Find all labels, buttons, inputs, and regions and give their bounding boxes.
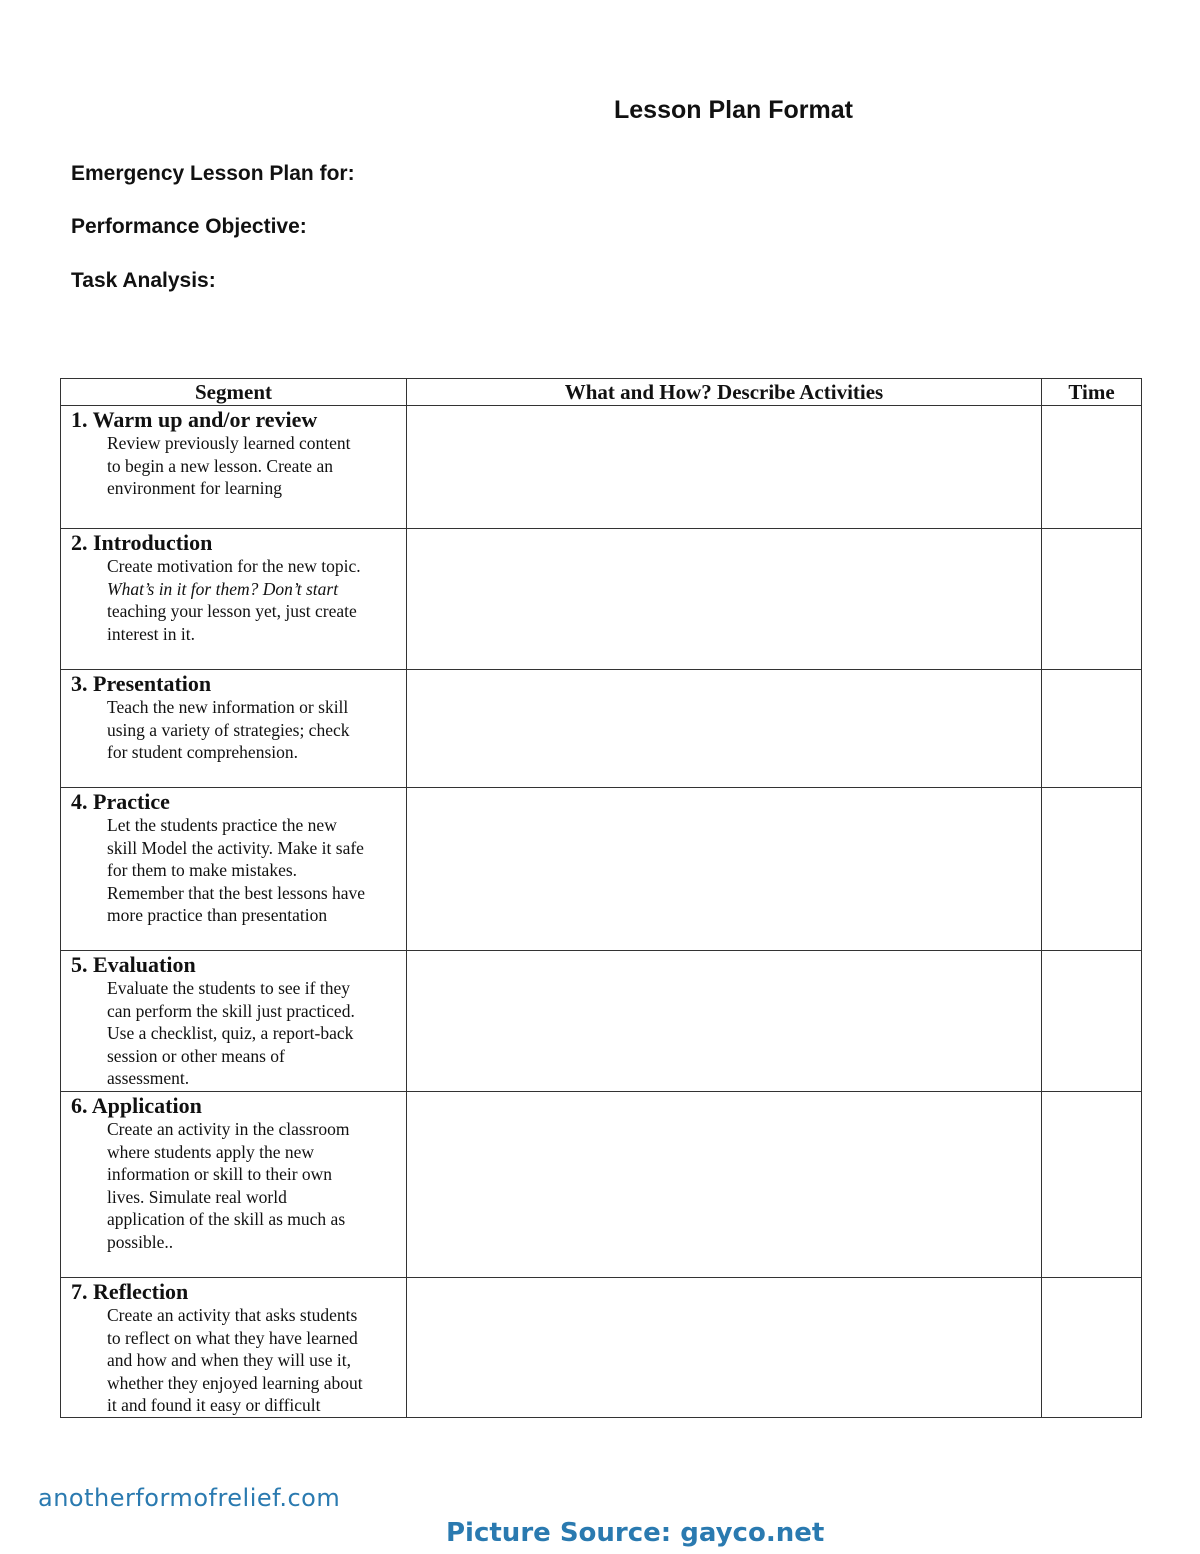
segment-description-line: where students apply the new [107, 1141, 315, 1162]
segment-title: 2. Introduction [71, 530, 213, 555]
segment-cell [61, 1278, 407, 1418]
segment-description-line: application of the skill as much as [107, 1209, 346, 1230]
segment-title: 1. Warm up and/or review [71, 407, 318, 432]
table-row [61, 951, 1142, 1092]
segment-description [71, 432, 406, 500]
segment-cell [61, 529, 407, 670]
segment-description [71, 814, 406, 927]
segment-description-line: Create motivation for the new topic. [107, 556, 361, 576]
segment-description-line: skill Model the activity. Make it safe [107, 837, 364, 858]
table-row [61, 529, 1142, 670]
segment-description-line: for them to make mistakes. [107, 860, 298, 881]
segment-description-line: Let the students practice the new [107, 815, 337, 835]
segment-description-line: Evaluate the students to see if they [107, 978, 350, 998]
segment-description-line: possible.. [107, 1231, 174, 1252]
segment-description-line: interest in it. [107, 623, 195, 644]
segment-header: Segment [61, 379, 407, 406]
segment-cell [61, 788, 407, 951]
activities-cell[interactable] [407, 951, 1042, 1092]
segment-description-line: and how and when they will use it, [107, 1350, 351, 1371]
table-row [61, 1092, 1142, 1278]
document-title: Lesson Plan Format [614, 96, 853, 124]
activities-header: What and How? Describe Activities [407, 379, 1042, 406]
segment-title: 3. Presentation [71, 671, 212, 696]
segment-description-line: Review previously learned content [107, 433, 351, 453]
segment-description [71, 1304, 406, 1417]
time-cell[interactable] [1042, 788, 1142, 951]
segment-cell [61, 670, 407, 788]
activities-cell[interactable] [407, 406, 1042, 529]
time-cell[interactable] [1042, 951, 1142, 1092]
time-cell[interactable] [1042, 406, 1142, 529]
segment-description-line: it and found it easy or difficult [107, 1395, 321, 1416]
performance-objective-label: Performance Objective: [71, 215, 307, 238]
activities-cell[interactable] [407, 670, 1042, 788]
segment-description-line: assessment. [107, 1068, 190, 1089]
time-cell[interactable] [1042, 1092, 1142, 1278]
time-header: Time [1042, 379, 1142, 406]
segment-title: 5. Evaluation [71, 952, 196, 977]
segment-description-line: more practice than presentation [107, 905, 328, 926]
activities-cell[interactable] [407, 1278, 1042, 1418]
segment-description [71, 696, 406, 764]
segment-description-line: Teach the new information or skill [107, 697, 349, 717]
time-cell[interactable] [1042, 529, 1142, 670]
segment-description-line: What’s in it for them? Don’t start [107, 578, 339, 599]
watermark-text: anotherformofrelief.com [38, 1484, 341, 1512]
segment-description [71, 1118, 406, 1254]
activities-cell[interactable] [407, 788, 1042, 951]
segment-description-line: for student comprehension. [107, 742, 298, 763]
segment-title: 6. Application [71, 1093, 202, 1118]
activities-cell[interactable] [407, 529, 1042, 670]
emergency-lesson-plan-label: Emergency Lesson Plan for: [71, 162, 355, 185]
segment-description-line: information or skill to their own [107, 1164, 333, 1185]
time-cell[interactable] [1042, 670, 1142, 788]
lesson-plan-table [60, 378, 1142, 1418]
segment-cell [61, 1092, 407, 1278]
table-row [61, 1278, 1142, 1418]
table-header-row [61, 379, 1142, 406]
segment-description [71, 555, 406, 645]
segment-description-line: teaching your lesson yet, just create [107, 601, 357, 622]
segment-description-line: whether they enjoyed learning about [107, 1372, 363, 1393]
segment-title: 4. Practice [71, 789, 170, 814]
table-row [61, 406, 1142, 529]
segment-description-line: using a variety of strategies; check [107, 719, 350, 740]
segment-description-line: to begin a new lesson. Create an [107, 455, 333, 476]
segment-title: 7. Reflection [71, 1279, 189, 1304]
segment-description-line: Create an activity in the classroom [107, 1119, 350, 1139]
segment-description-line: can perform the skill just practiced. [107, 1000, 355, 1021]
segment-cell [61, 406, 407, 529]
segment-description-line: Create an activity that asks students [107, 1305, 358, 1325]
activities-cell[interactable] [407, 1092, 1042, 1278]
table-row [61, 788, 1142, 951]
segment-description-line: session or other means of [107, 1045, 285, 1066]
segment-description [71, 977, 406, 1090]
segment-description-line: to reflect on what they have learned [107, 1327, 358, 1348]
task-analysis-label: Task Analysis: [71, 269, 216, 292]
segment-description-line: Use a checklist, quiz, a report-back [107, 1023, 354, 1044]
table-row [61, 670, 1142, 788]
segment-description-line: Remember that the best lessons have [107, 882, 366, 903]
segment-description-line: lives. Simulate real world [107, 1186, 287, 1207]
segment-cell [61, 951, 407, 1092]
time-cell[interactable] [1042, 1278, 1142, 1418]
segment-description-line: environment for learning [107, 478, 282, 499]
picture-source: Picture Source: gayco.net [446, 1518, 825, 1548]
